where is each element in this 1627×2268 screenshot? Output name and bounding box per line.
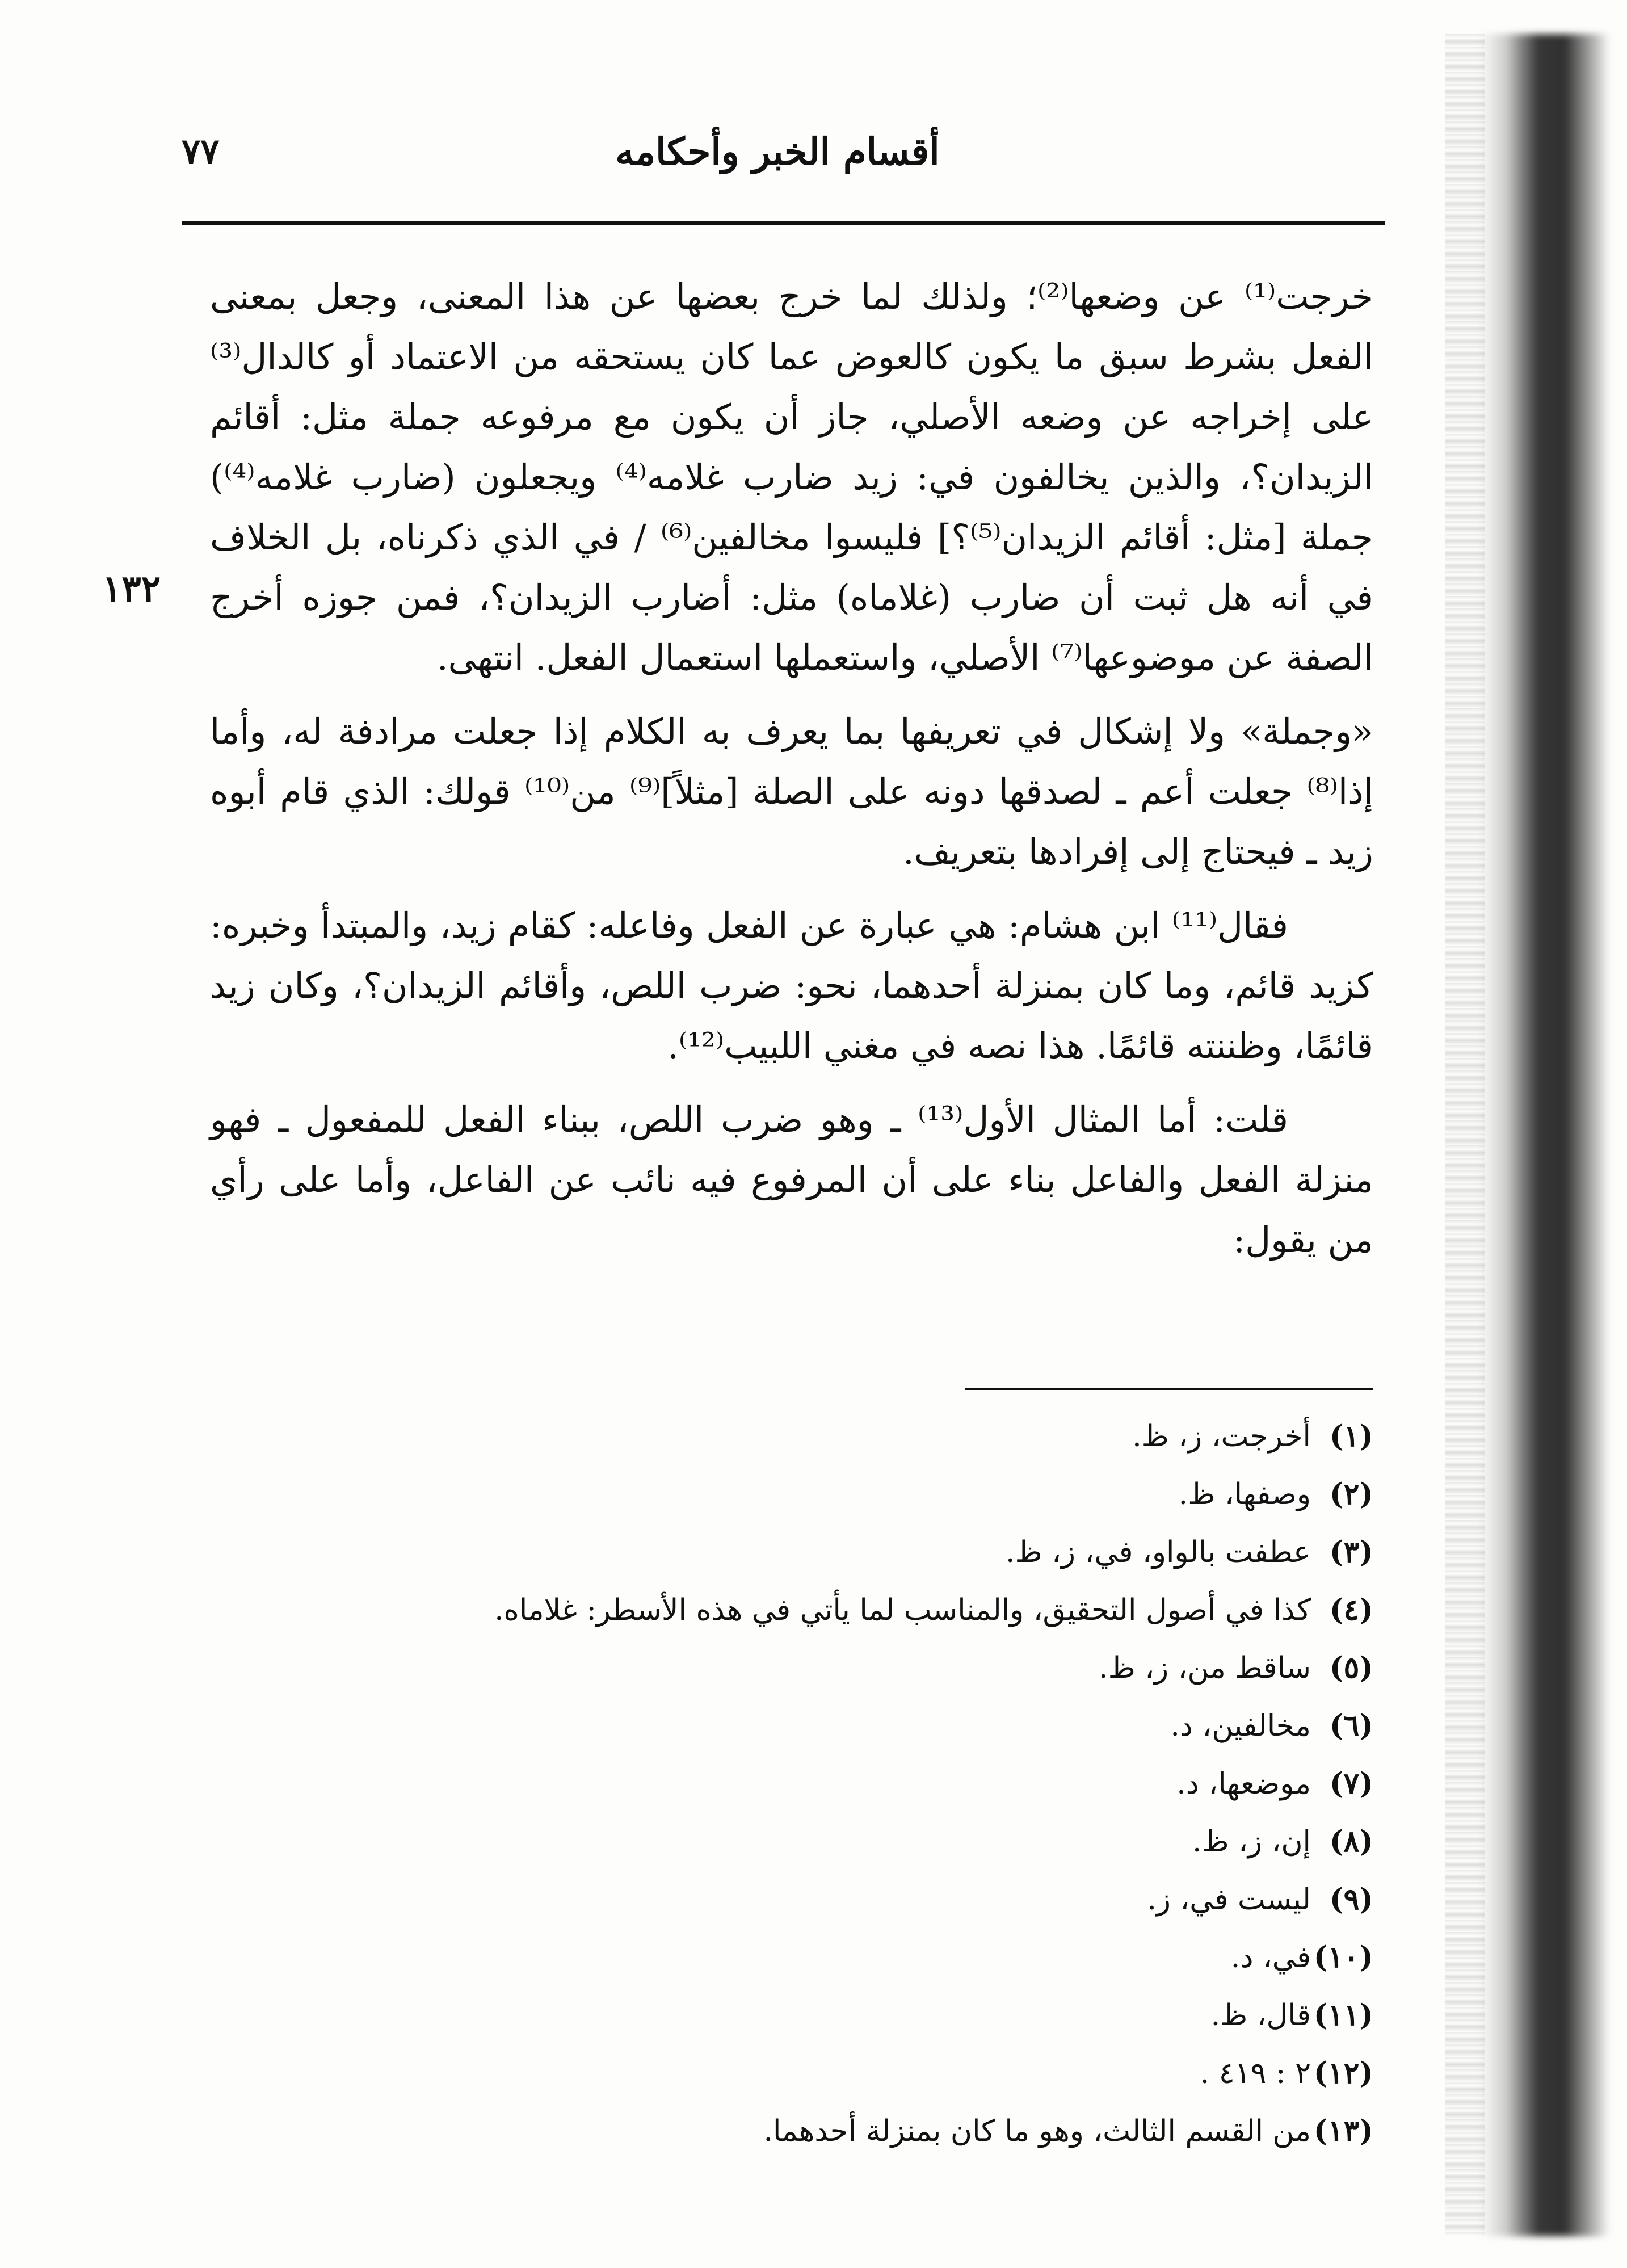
footnote [284,1523,1373,1581]
footnote-number: (٣) [1329,1535,1373,1569]
footnote [284,1813,1373,1871]
paragraph: خرجت⁽¹⁾ عن وضعها⁽²⁾؛ ولذلك لما خرج بعضها عن هذا المعنى، وجعل بمعنى الفعل بشرط سبق ما يكون كالعوض عما كان يستحقه من الاعتماد أو كالدال⁽³⁾ على إخراجه عن وضعه الأصلي، جاز أن يكون مع مرفوعه جملة مثل: أقائم الزيدان؟، والذين يخالفون في: زيد ضارب غلامه⁽⁴⁾ ويجعلون (ضارب غلامه⁽⁴⁾) جملة [مثل: أقائم الزيدان⁽⁵⁾؟] فليسوا مخالفين⁽⁶⁾ / في الذي ذكرناه، بل الخلاف في أنه هل ثبت أن ضارب (غلاماه) مثل: أضارب الزيدان؟، فمن جوزه أخرج الصفة عن موضوعها⁽⁷⁾ الأصلي، واستعملها استعمال الفعل. انتهى. [210,276,1373,678]
footnote-number: (٥) [1329,1650,1373,1685]
footnote-number: (١٢) [1313,2056,1373,2090]
footnote-number: (١١) [1313,1998,1373,2032]
footnote-text: ساقط من، ز، ظ. [1099,1651,1311,1685]
footnote [284,1986,1373,2044]
footnote [284,2044,1373,2102]
main-text [210,267,1373,1284]
footnote-number: (١٣) [1313,2114,1373,2148]
footnote-text: أخرجت، ز، ظ. [1132,1419,1311,1454]
footnote-text: وصفها، ظ. [1178,1477,1311,1511]
footnote-text: قال، ظ. [1210,1998,1311,2032]
footnote-text: في، د. [1230,1941,1311,1975]
footnotes-list [284,1408,1373,2160]
header-rule [182,221,1385,225]
footnote [284,1929,1373,1986]
footnote-text: موضعها، د. [1176,1767,1311,1801]
footnote [284,1408,1373,1465]
footnote [284,1871,1373,1929]
footnote-number: (١٠) [1313,1940,1373,1975]
footnote [284,1581,1373,1639]
footnote-number: (١) [1329,1419,1373,1454]
footnote [284,1755,1373,1813]
footnote-number: (٤) [1329,1593,1373,1627]
footnote [284,1465,1373,1523]
footnote [284,1697,1373,1755]
footnote-number: (٨) [1329,1824,1373,1859]
footnote-text: إن، ز، ظ. [1192,1825,1311,1859]
footnote-text: ليست في، ز. [1147,1883,1311,1917]
footnote [284,1639,1373,1697]
margin-manuscript-page-number: ١٣٢ [102,568,161,610]
footnote-text: كذا في أصول التحقيق، والمناسب لما يأتي في هذه الأسطر: غلاماه. [494,1593,1311,1627]
footnote-number: (٩) [1329,1882,1373,1917]
footnote-number: (٧) [1329,1766,1373,1801]
footnote-rule [965,1388,1373,1390]
paragraph: فقال⁽¹¹⁾ ابن هشام: هي عبارة عن الفعل وفاعله: كقام زيد، والمبتدأ وخبره: كزيد قائم، وما كان بمنزلة أحدهما، نحو: ضرب اللص، وأقائم الزيدان؟، وكان زيد قائمًا، وظننته قائمًا. هذا نصه في مغني اللبيب⁽¹²⁾. [210,905,1373,1066]
footnote-number: (٦) [1329,1708,1373,1743]
book-edge-speckle [1445,34,1485,2236]
footnote-text: ٢ : ٤١٩ . [1200,2056,1311,2090]
running-title: أقسام الخبر وأحكامه [615,129,940,174]
book-edge-shadow [1479,34,1610,2236]
page-number: ٧٧ [182,131,220,172]
footnote [284,2102,1373,2160]
footnote-number: (٢) [1329,1477,1373,1511]
page-header [182,125,1373,193]
paragraph: قلت: أما المثال الأول⁽¹³⁾ ـ وهو ضرب اللص، ببناء الفعل للمفعول ـ فهو منزلة الفعل والفاعل بناء على أن المرفوع فيه نائب عن الفاعل، وأما على رأي من يقول: [210,1099,1373,1261]
footnote-text: عطفت بالواو، في، ز، ظ. [1005,1535,1311,1569]
footnote-text: مخالفين، د. [1170,1709,1311,1743]
footnote-text: من القسم الثالث، وهو ما كان بمنزلة أحدهما. [763,2114,1311,2148]
paragraph: «وجملة» ولا إشكال في تعريفها بما يعرف به الكلام إذا جعلت مرادفة له، وأما إذا⁽⁸⁾ جعلت أعم ـ لصدقها دونه على الصلة [مثلاً]⁽⁹⁾ من⁽¹⁰⁾ قولك: الذي قام أبوه زيد ـ فيحتاج إلى إفرادها بتعريف. [210,711,1374,872]
